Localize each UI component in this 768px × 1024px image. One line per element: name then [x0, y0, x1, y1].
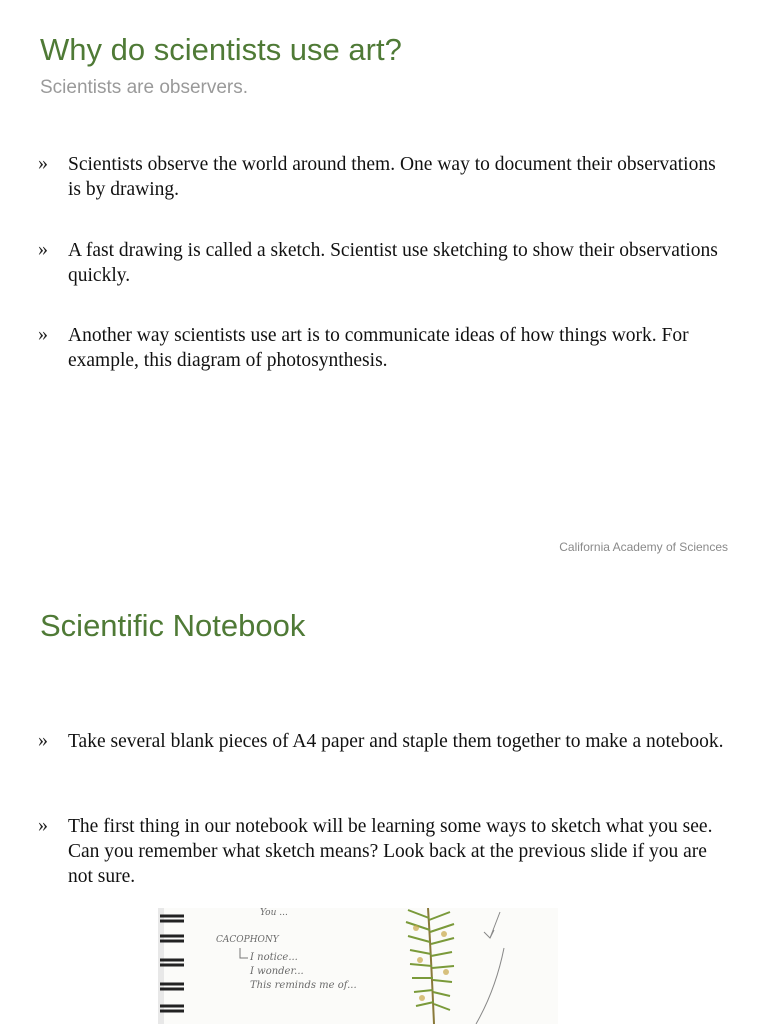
- slide-1-subtitle: Scientists are observers.: [40, 77, 249, 98]
- bullet-text: Scientists observe the world around them. One way to document their observations is by drawing.: [68, 154, 716, 200]
- footer-credit: California Academy of Sciences: [559, 540, 728, 554]
- bullet-item: [38, 152, 728, 202]
- spiral-binding-icon: [158, 908, 184, 1024]
- bullet-marker: »: [38, 152, 48, 174]
- bullet-marker: »: [38, 814, 48, 836]
- note-line: You ...: [260, 908, 288, 918]
- bullet-item: [38, 323, 728, 373]
- arrow-icon: [476, 912, 504, 1024]
- bullet-text: Take several blank pieces of A4 paper and staple them together to make a notebook.: [68, 731, 724, 752]
- bullet-text: Another way scientists use art is to communicate ideas of how things work. For example, this diagram of photosynthesis.: [68, 325, 689, 371]
- slide-1-title: Why do scientists use art?: [40, 32, 402, 67]
- bullet-item: [38, 238, 728, 288]
- plant-sketch-icon: [406, 908, 454, 1024]
- note-line: I notice...: [250, 952, 298, 963]
- bullet-text: The first thing in our notebook will be learning some ways to sketch what you see. Can you remember what sketch means? Look back at the previous slide if you are not sure.: [68, 816, 713, 887]
- note-line: I wonder...: [250, 966, 304, 977]
- bullet-item: [38, 814, 728, 889]
- slide-2-title: Scientific Notebook: [40, 608, 306, 643]
- bullet-item: [38, 729, 728, 754]
- note-line: This reminds me of...: [250, 980, 357, 991]
- bullet-marker: »: [38, 238, 48, 260]
- slide-2: [0, 576, 768, 1024]
- bullet-text: A fast drawing is called a sketch. Scientist use sketching to show their observations quickly.: [68, 240, 718, 286]
- bullet-marker: »: [38, 323, 48, 345]
- bullet-marker: »: [38, 729, 48, 751]
- notebook-sketch-image: [158, 908, 558, 1024]
- note-line: CACOPHONY: [216, 935, 279, 945]
